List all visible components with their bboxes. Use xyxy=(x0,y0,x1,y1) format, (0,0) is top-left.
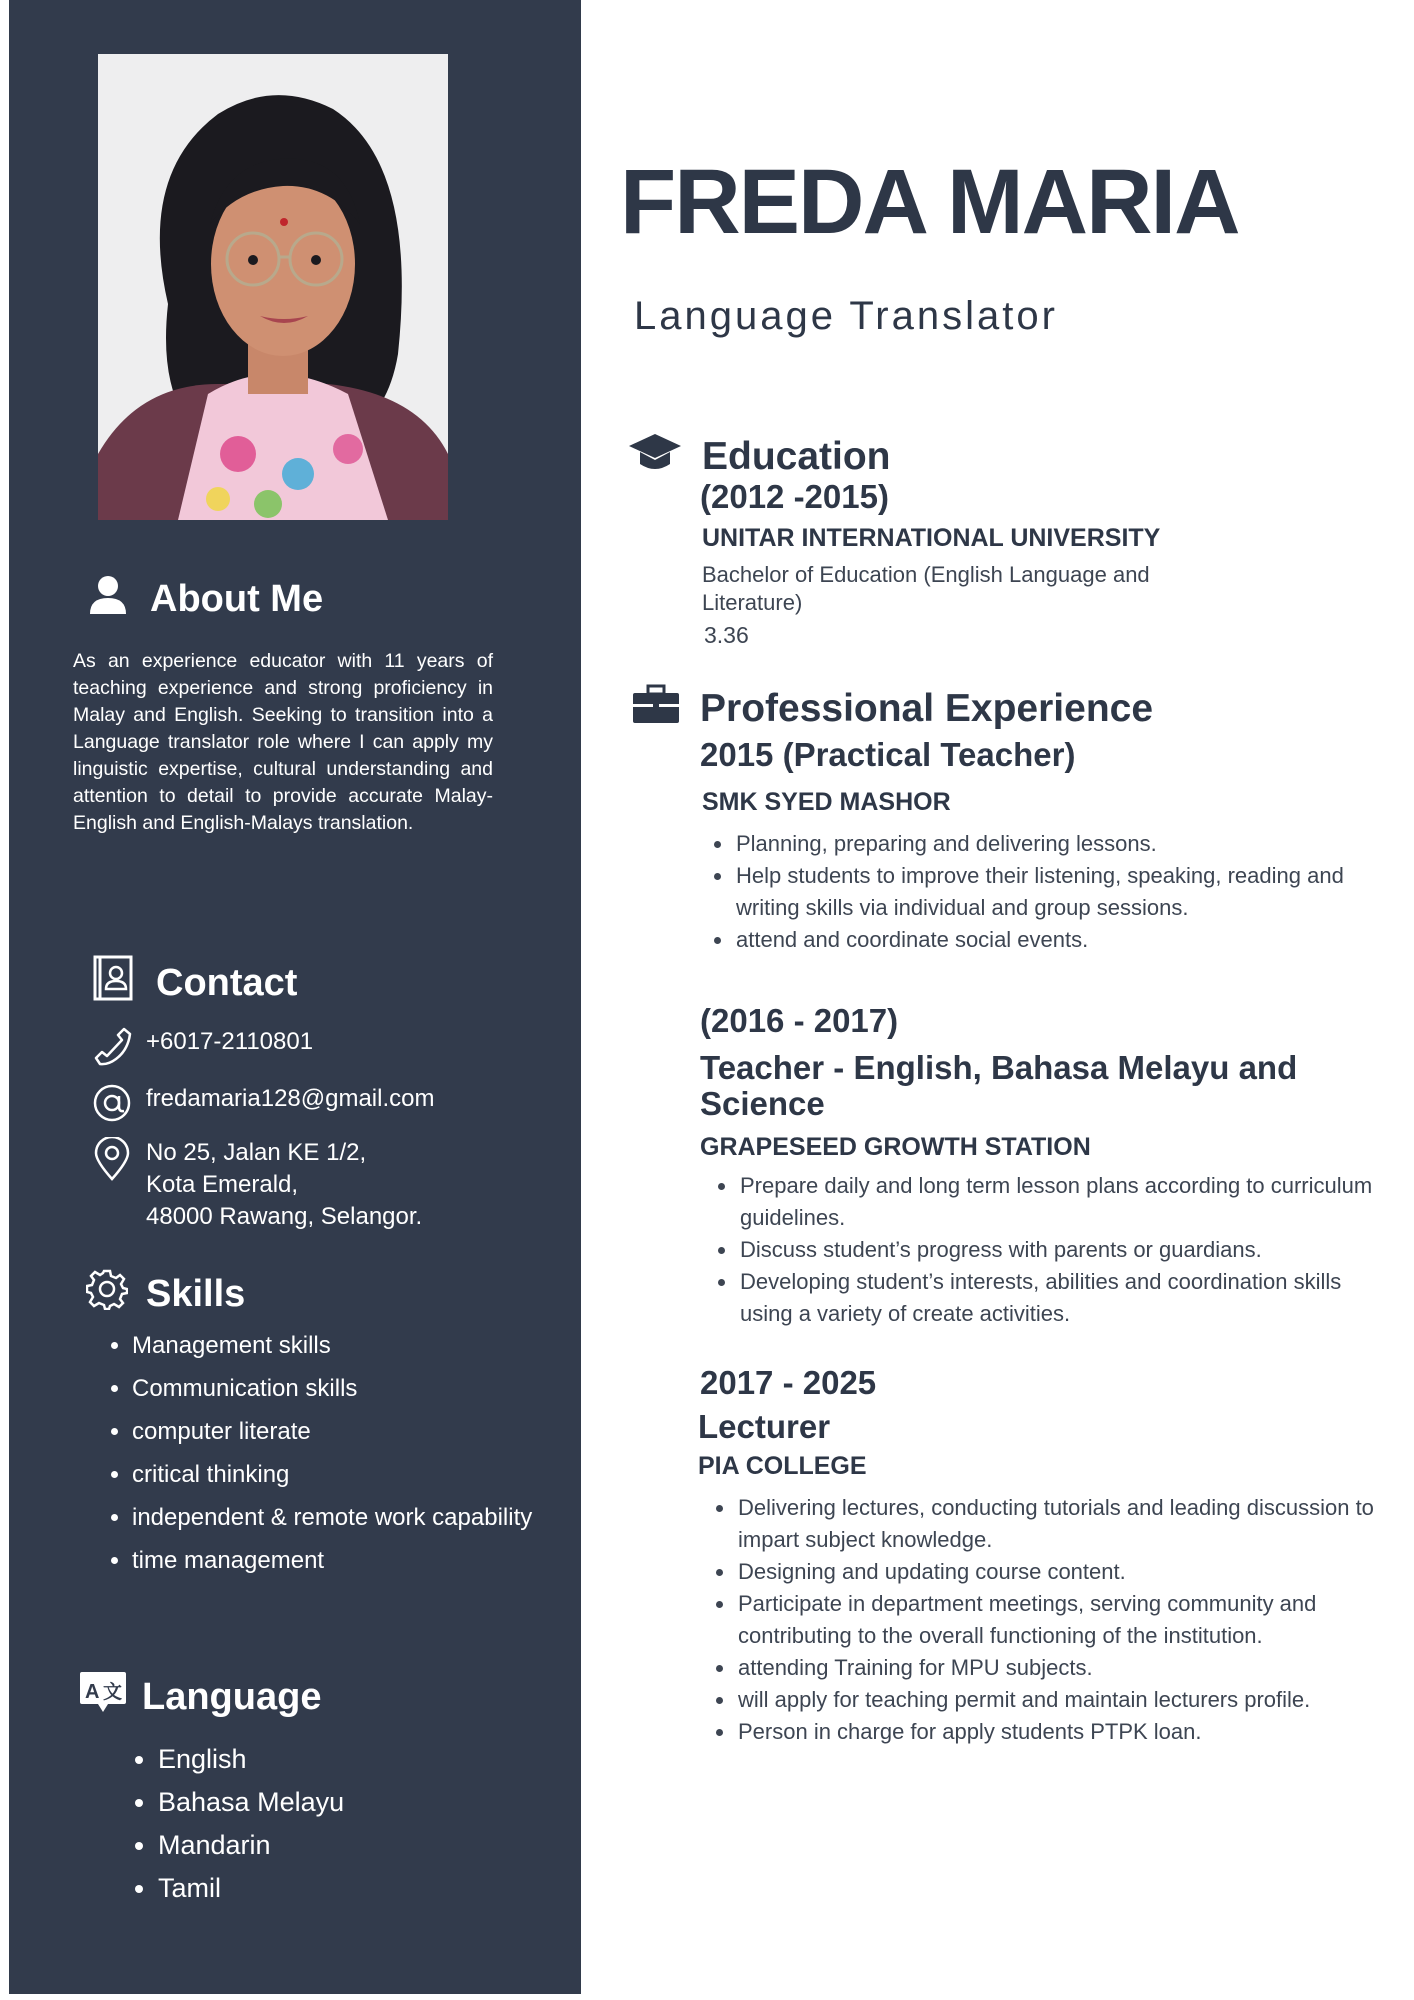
contact-heading-text: Contact xyxy=(156,961,298,1004)
job-2-period: (2016 - 2017) xyxy=(700,1002,899,1039)
address-line-3: 48000 Rawang, Selangor. xyxy=(146,1203,423,1230)
list-item: • attending Training for MPU subjects. xyxy=(736,1652,1376,1684)
list-item: • critical thinking xyxy=(132,1453,552,1496)
language-heading-text: Language xyxy=(142,1675,322,1718)
list-item: • will apply for teaching permit and maintain lecturers profile. xyxy=(736,1684,1376,1716)
profile-name: FREDA MARIA xyxy=(620,151,1239,253)
list-item: • English xyxy=(158,1738,344,1781)
language-heading xyxy=(78,1670,321,1724)
list-item: • Help students to improve their listening, speaking, reading and writing skills via individual and group sessions. xyxy=(734,860,1394,924)
experience-heading xyxy=(632,684,1153,734)
experience-heading-text: Professional Experience xyxy=(700,687,1154,730)
education-degree: Bachelor of Education (English Language and Literature) xyxy=(702,562,1150,615)
graduation-cap-icon xyxy=(628,430,682,484)
person-icon xyxy=(88,574,128,624)
job-3-period: 2017 - 2025 xyxy=(700,1364,877,1401)
list-item: • Management skills xyxy=(132,1324,552,1367)
profile-photo-illustration xyxy=(98,54,448,520)
list-item: • Communication skills xyxy=(132,1367,552,1410)
list-item: • Prepare daily and long term lesson plans according to curriculum guidelines. xyxy=(738,1170,1378,1234)
gear-icon xyxy=(86,1268,128,1320)
about-heading-text: About Me xyxy=(150,577,324,620)
job-1-period: 2015 (Practical Teacher) xyxy=(700,736,1076,773)
at-sign-icon xyxy=(92,1083,132,1123)
education-heading xyxy=(628,430,891,484)
list-item: • computer literate xyxy=(132,1410,552,1453)
list-item: • Person in charge for apply students PTPK loan. xyxy=(736,1716,1376,1748)
contact-email[interactable] xyxy=(92,1083,434,1123)
job-3-role: Lecturer xyxy=(698,1408,831,1445)
address-line-2: Kota Emerald, xyxy=(146,1171,299,1198)
phone-icon xyxy=(92,1026,132,1066)
job-1-organization: SMK SYED MASHOR xyxy=(702,788,951,816)
job-2-role: Teacher - English, Bahasa Melayu and Science xyxy=(700,1049,1298,1122)
list-item: • Designing and updating course content. xyxy=(736,1556,1376,1588)
list-item: • attend and coordinate social events. xyxy=(734,924,1394,956)
svg-text:A: A xyxy=(85,1681,100,1703)
address-line-1: No 25, Jalan KE 1/2, xyxy=(146,1139,367,1166)
translate-icon xyxy=(78,1670,128,1724)
contact-address xyxy=(92,1137,422,1233)
list-item: • Bahasa Melayu xyxy=(158,1781,344,1824)
job-1-duties xyxy=(702,828,1394,956)
profile-title: Language Translator xyxy=(634,294,1058,338)
list-item: • Mandarin xyxy=(158,1824,344,1867)
contact-phone[interactable] xyxy=(92,1026,313,1066)
education-grade: 3.36 xyxy=(704,622,749,648)
list-item: • Participate in department meetings, serving community and contributing to the overall functioning of the institution. xyxy=(736,1588,1376,1652)
svg-text:文: 文 xyxy=(103,1681,123,1703)
about-text: As an experience educator with 11 years of teaching experience and strong proficiency in Malay and English. Seeking to transition into a Language translator role where I can apply my linguistic expertise, cultural understanding and attention to detail to provide accurate Malay-English and English-Malays translation. xyxy=(73,650,493,834)
list-item: • Discuss student’s progress with parents or guardians. xyxy=(738,1234,1378,1266)
contact-book-icon xyxy=(92,955,134,1011)
list-item: • independent & remote work capability xyxy=(132,1496,552,1539)
location-pin-icon xyxy=(92,1137,132,1177)
education-institution: UNITAR INTERNATIONAL UNIVERSITY xyxy=(702,524,1161,552)
briefcase-icon xyxy=(632,684,680,734)
education-heading-text: Education xyxy=(702,435,891,478)
list-item: • Planning, preparing and delivering lessons. xyxy=(734,828,1394,860)
skills-list xyxy=(104,1324,552,1582)
phone-text: +6017-2110801 xyxy=(146,1028,314,1055)
job-3-duties xyxy=(704,1492,1376,1748)
job-3-organization: PIA COLLEGE xyxy=(698,1452,867,1480)
contact-heading xyxy=(92,955,297,1011)
job-2-organization: GRAPESEED GROWTH STATION xyxy=(700,1133,1091,1161)
skills-heading-text: Skills xyxy=(146,1272,246,1315)
job-2-duties xyxy=(706,1170,1378,1330)
email-text: fredamaria128@gmail.com xyxy=(146,1085,435,1112)
list-item: • Developing student’s interests, abilities and coordination skills using a variety of create activities. xyxy=(738,1266,1378,1330)
list-item: • Tamil xyxy=(158,1867,344,1910)
list-item: • time management xyxy=(132,1539,552,1582)
language-list xyxy=(126,1738,344,1910)
education-period: (2012 -2015) xyxy=(700,478,889,515)
profile-photo xyxy=(98,54,448,520)
list-item: • Delivering lectures, conducting tutorials and leading discussion to impart subject knowledge. xyxy=(736,1492,1376,1556)
about-heading xyxy=(88,574,323,624)
skills-heading xyxy=(86,1268,245,1320)
